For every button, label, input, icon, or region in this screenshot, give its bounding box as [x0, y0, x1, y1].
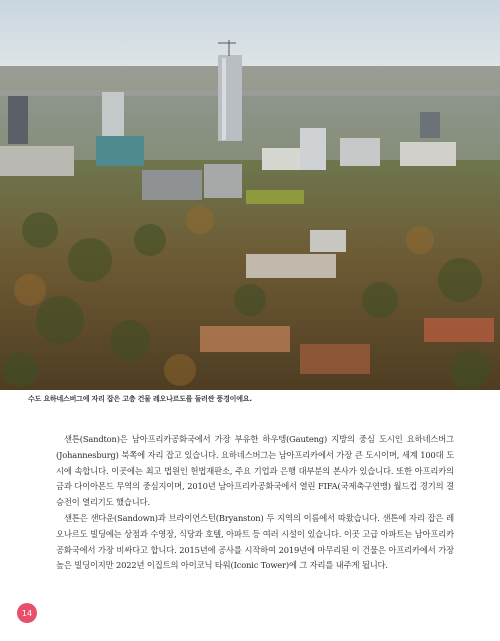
- photo-caption: 수도 요하네스버그에 자리 잡은 고층 건물 레오나르도를 둘러싼 풍경이에요.: [28, 395, 252, 403]
- paragraph-2: 샌튼은 샌다운(Sandown)과 브라이언스턴(Bryanston) 두 지역의 이름에서 따왔습니다. 샌튼에 자리 잡은 레오나르도 빌딩에는 상점과 수영장, 식당과 호텔, 아파트 등 여러 시설이 있습니다. 이곳 고급 아파트는 남아프리카공화국에서 가장 비싸다고 합니다. 2015년에 공사를 시작하여 2019년에 마무리된 이 건물은 아프리카에서 가장 높은 빌딩이지만 2022년 이집트의 아이코닉 타워(Iconic Tower)에 그 자리를 내주게 됩니다.: [56, 512, 454, 571]
- paragraph-1: 샌튼(Sandton)은 남아프리카공화국에서 가장 부유한 하우텡(Gauteng) 지방의 중심 도시인 요하네스버그(Johannesburg) 북쪽에 자리 잡고 있습니다. 요하네스버그는 남아프리카에서 가장 큰 도시이며, 세계 100대 도시에 속합니다. 이곳에는 최고 법원인 헌법재판소, 주요 기업과 은행 대부분의 본사가 있습니다. 또한 아프리카의 금과 다이아몬드 무역의 중심지이며, 2010년 남아프리카공화국에서 열린 FIFA(국제축구연맹) 월드컵 경기의 결승전이 열리기도 했습니다.: [56, 434, 454, 508]
- page-number-badge: 14: [17, 603, 37, 623]
- article-body: [56, 432, 454, 574]
